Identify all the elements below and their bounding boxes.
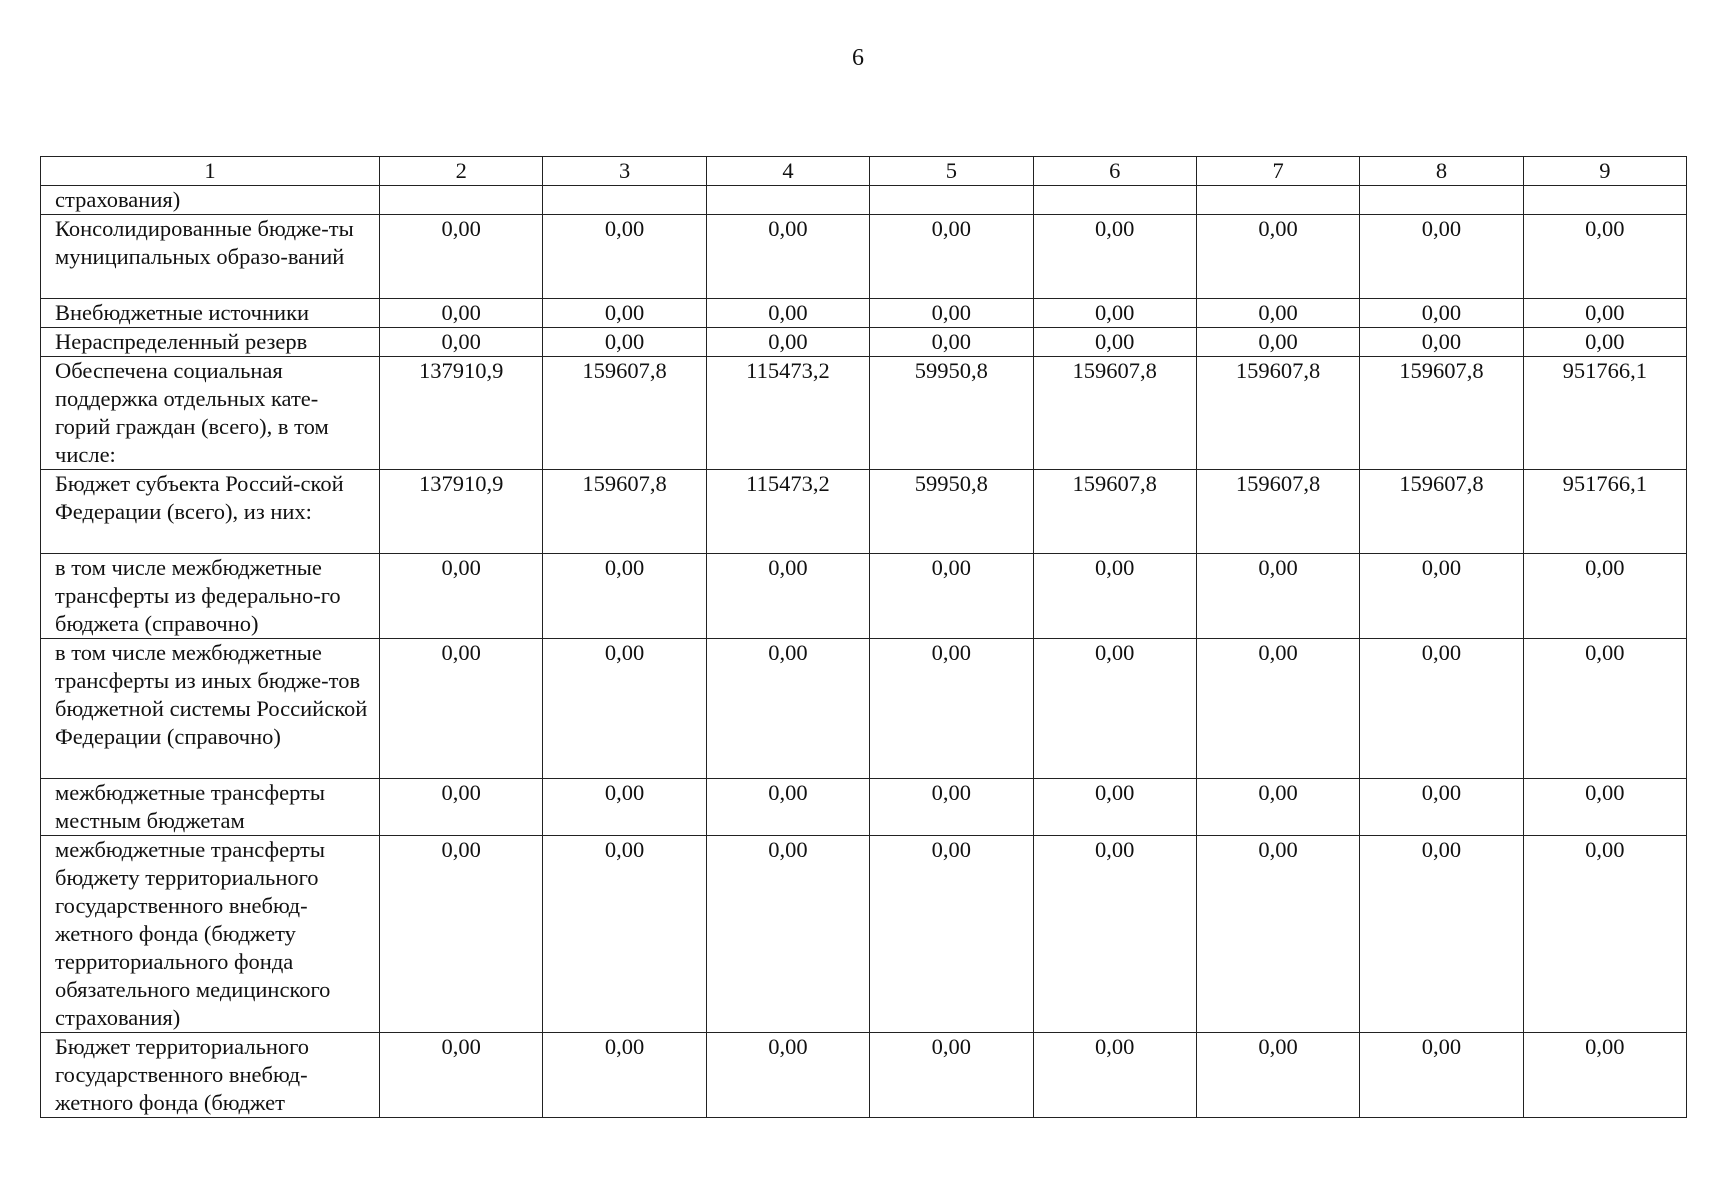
budget-table xyxy=(40,156,1687,1118)
value-cell: 0,00 xyxy=(870,1033,1033,1118)
table-body xyxy=(41,186,1687,1118)
column-header: 1 xyxy=(41,157,380,186)
column-header: 3 xyxy=(543,157,706,186)
table-row xyxy=(41,299,1687,328)
value-cell: 159607,8 xyxy=(1033,357,1196,470)
value-cell: 0,00 xyxy=(706,779,869,836)
value-cell: 159607,8 xyxy=(543,357,706,470)
page-number: 6 xyxy=(852,45,864,71)
value-cell: 951766,1 xyxy=(1523,357,1686,470)
value-cell: 0,00 xyxy=(1360,1033,1523,1118)
column-header: 7 xyxy=(1196,157,1359,186)
value-cell: 0,00 xyxy=(1196,639,1359,779)
table-row xyxy=(41,328,1687,357)
table-row xyxy=(41,470,1687,554)
value-cell xyxy=(1196,186,1359,215)
value-cell: 0,00 xyxy=(1033,299,1196,328)
value-cell xyxy=(380,186,543,215)
value-cell: 0,00 xyxy=(1360,639,1523,779)
value-cell xyxy=(870,186,1033,215)
value-cell: 0,00 xyxy=(1523,1033,1686,1118)
column-number-row xyxy=(41,157,1687,186)
value-cell: 0,00 xyxy=(870,215,1033,299)
table-row xyxy=(41,215,1687,299)
value-cell xyxy=(1033,186,1196,215)
table-row xyxy=(41,554,1687,639)
value-cell: 0,00 xyxy=(1196,328,1359,357)
row-label: Обеспечена социальная поддержка отдельных кате-горий граждан (всего), в том числе: xyxy=(41,357,380,470)
value-cell: 0,00 xyxy=(380,1033,543,1118)
value-cell: 159607,8 xyxy=(1196,357,1359,470)
value-cell: 0,00 xyxy=(1033,328,1196,357)
row-label: Консолидированные бюдже-ты муниципальных образо-ваний xyxy=(41,215,380,299)
row-label: Бюджет субъекта Россий-ской Федерации (всего), из них: xyxy=(41,470,380,554)
value-cell: 137910,9 xyxy=(380,470,543,554)
row-label: Внебюджетные источники xyxy=(41,299,380,328)
value-cell xyxy=(706,186,869,215)
value-cell: 0,00 xyxy=(380,299,543,328)
value-cell: 159607,8 xyxy=(543,470,706,554)
table-row xyxy=(41,357,1687,470)
column-header: 4 xyxy=(706,157,869,186)
value-cell: 0,00 xyxy=(380,779,543,836)
value-cell: 0,00 xyxy=(1360,554,1523,639)
value-cell xyxy=(543,186,706,215)
value-cell: 0,00 xyxy=(380,554,543,639)
value-cell: 0,00 xyxy=(1196,554,1359,639)
column-header: 8 xyxy=(1360,157,1523,186)
value-cell: 0,00 xyxy=(380,328,543,357)
value-cell: 0,00 xyxy=(1033,554,1196,639)
value-cell: 0,00 xyxy=(870,299,1033,328)
value-cell: 0,00 xyxy=(706,299,869,328)
table-row xyxy=(41,779,1687,836)
table-row xyxy=(41,186,1687,215)
row-label: в том числе межбюджетные трансферты из федерально-го бюджета (справочно) xyxy=(41,554,380,639)
value-cell: 0,00 xyxy=(1523,328,1686,357)
value-cell: 0,00 xyxy=(1196,215,1359,299)
value-cell: 0,00 xyxy=(870,836,1033,1033)
value-cell: 0,00 xyxy=(870,554,1033,639)
value-cell: 0,00 xyxy=(1360,215,1523,299)
value-cell: 0,00 xyxy=(1523,299,1686,328)
value-cell: 0,00 xyxy=(1196,1033,1359,1118)
row-label: межбюджетные трансферты бюджету территориального государственного внебюд-жетного фонда (бюджету территориального фонда обязательного медицинского страхования) xyxy=(41,836,380,1033)
value-cell: 0,00 xyxy=(706,215,869,299)
value-cell xyxy=(1360,186,1523,215)
value-cell: 0,00 xyxy=(1360,779,1523,836)
column-header: 9 xyxy=(1523,157,1686,186)
value-cell: 0,00 xyxy=(1033,215,1196,299)
value-cell: 0,00 xyxy=(1033,836,1196,1033)
value-cell: 0,00 xyxy=(1523,836,1686,1033)
value-cell: 0,00 xyxy=(380,215,543,299)
value-cell: 0,00 xyxy=(706,554,869,639)
value-cell: 159607,8 xyxy=(1360,357,1523,470)
value-cell: 0,00 xyxy=(1523,215,1686,299)
value-cell: 137910,9 xyxy=(380,357,543,470)
table-row xyxy=(41,639,1687,779)
value-cell xyxy=(1523,186,1686,215)
column-header: 2 xyxy=(380,157,543,186)
value-cell: 115473,2 xyxy=(706,357,869,470)
value-cell: 0,00 xyxy=(706,639,869,779)
row-label: Бюджет территориального государственного внебюд-жетного фонда (бюджет xyxy=(41,1033,380,1118)
value-cell: 0,00 xyxy=(1033,639,1196,779)
value-cell: 0,00 xyxy=(543,215,706,299)
value-cell: 0,00 xyxy=(1033,1033,1196,1118)
table-row xyxy=(41,836,1687,1033)
value-cell: 159607,8 xyxy=(1360,470,1523,554)
value-cell: 0,00 xyxy=(706,1033,869,1118)
table-row xyxy=(41,1033,1687,1118)
value-cell: 0,00 xyxy=(1360,299,1523,328)
value-cell: 0,00 xyxy=(1523,554,1686,639)
value-cell: 0,00 xyxy=(1360,836,1523,1033)
row-label: страхования) xyxy=(41,186,380,215)
value-cell: 0,00 xyxy=(543,1033,706,1118)
value-cell: 0,00 xyxy=(380,639,543,779)
value-cell: 0,00 xyxy=(870,639,1033,779)
value-cell: 0,00 xyxy=(1523,639,1686,779)
column-header: 6 xyxy=(1033,157,1196,186)
value-cell: 0,00 xyxy=(870,328,1033,357)
value-cell: 0,00 xyxy=(543,299,706,328)
value-cell: 0,00 xyxy=(543,554,706,639)
value-cell: 0,00 xyxy=(1196,836,1359,1033)
value-cell: 159607,8 xyxy=(1033,470,1196,554)
value-cell: 0,00 xyxy=(1196,299,1359,328)
row-label: в том числе межбюджетные трансферты из иных бюдже-тов бюджетной системы Российской Федерации (справочно) xyxy=(41,639,380,779)
value-cell: 115473,2 xyxy=(706,470,869,554)
value-cell: 0,00 xyxy=(543,328,706,357)
value-cell: 0,00 xyxy=(870,779,1033,836)
value-cell: 0,00 xyxy=(1033,779,1196,836)
value-cell: 951766,1 xyxy=(1523,470,1686,554)
value-cell: 0,00 xyxy=(1360,328,1523,357)
value-cell: 0,00 xyxy=(1523,779,1686,836)
row-label: Нераспределенный резерв xyxy=(41,328,380,357)
value-cell: 0,00 xyxy=(1196,779,1359,836)
value-cell: 0,00 xyxy=(543,836,706,1033)
value-cell: 59950,8 xyxy=(870,470,1033,554)
row-label: межбюджетные трансферты местным бюджетам xyxy=(41,779,380,836)
value-cell: 0,00 xyxy=(380,836,543,1033)
value-cell: 0,00 xyxy=(543,779,706,836)
value-cell: 59950,8 xyxy=(870,357,1033,470)
column-header: 5 xyxy=(870,157,1033,186)
value-cell: 0,00 xyxy=(543,639,706,779)
value-cell: 0,00 xyxy=(706,328,869,357)
value-cell: 0,00 xyxy=(706,836,869,1033)
value-cell: 159607,8 xyxy=(1196,470,1359,554)
